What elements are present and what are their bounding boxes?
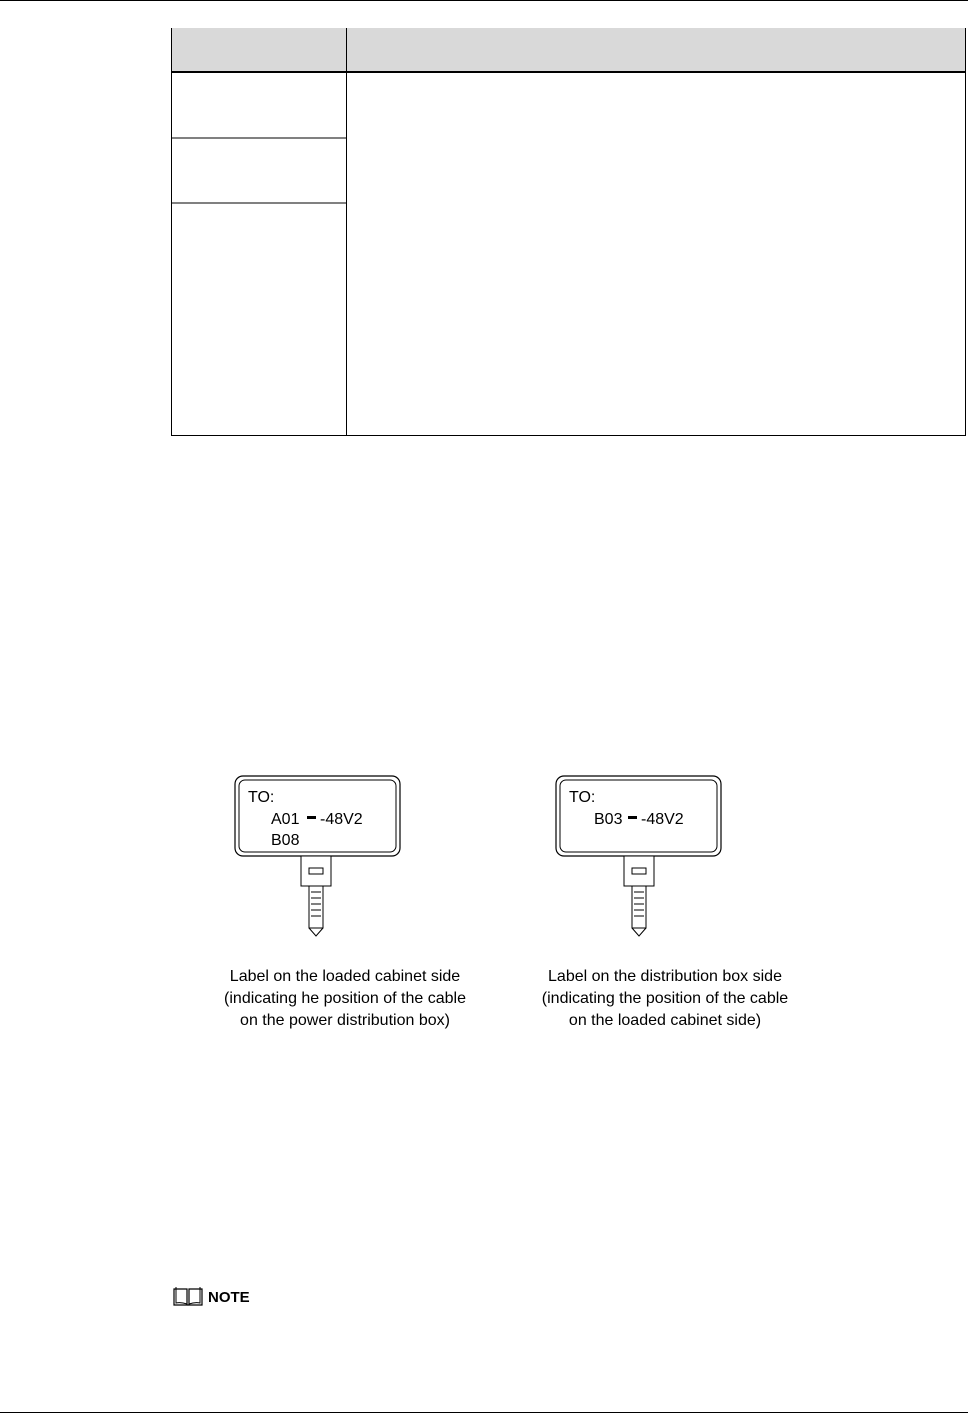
right-tag-code: B03 — [594, 811, 623, 828]
right-caption-line-3: on the loaded cabinet side) — [568, 1012, 762, 1029]
left-tag-caption — [170, 966, 520, 1032]
note-label: NOTE — [208, 1288, 250, 1306]
right-tag-to: TO: — [569, 789, 596, 806]
left-caption-line-3: on the power distribution box) — [240, 1012, 450, 1029]
left-tag-line2: B08 — [271, 832, 300, 849]
left-caption-line-2: (indicating he position of the cable — [224, 990, 466, 1007]
right-cable-tag — [556, 776, 721, 936]
left-cable-tag — [235, 776, 400, 936]
book-icon — [172, 1286, 204, 1308]
right-tag-caption — [490, 966, 840, 1032]
footer-rule — [0, 1412, 968, 1413]
right-caption-line-1: Label on the distribution box side — [548, 968, 782, 985]
cable-label-figure — [170, 770, 810, 1040]
table-grid-lines — [171, 28, 966, 436]
note-block — [172, 1286, 250, 1308]
right-tag-dash — [628, 816, 637, 819]
cable-tags-drawing — [170, 770, 810, 960]
header-rule — [0, 0, 968, 1]
left-tag-dash — [307, 816, 316, 819]
right-tag-value: -48V2 — [641, 811, 684, 828]
left-tag-code: A01 — [271, 811, 300, 828]
left-tag-value: -48V2 — [320, 811, 363, 828]
left-caption-line-1: Label on the loaded cabinet side — [229, 968, 461, 985]
parameter-table — [171, 28, 966, 436]
left-tag-to: TO: — [248, 789, 275, 806]
right-caption-line-2: (indicating the position of the cable — [541, 990, 789, 1007]
